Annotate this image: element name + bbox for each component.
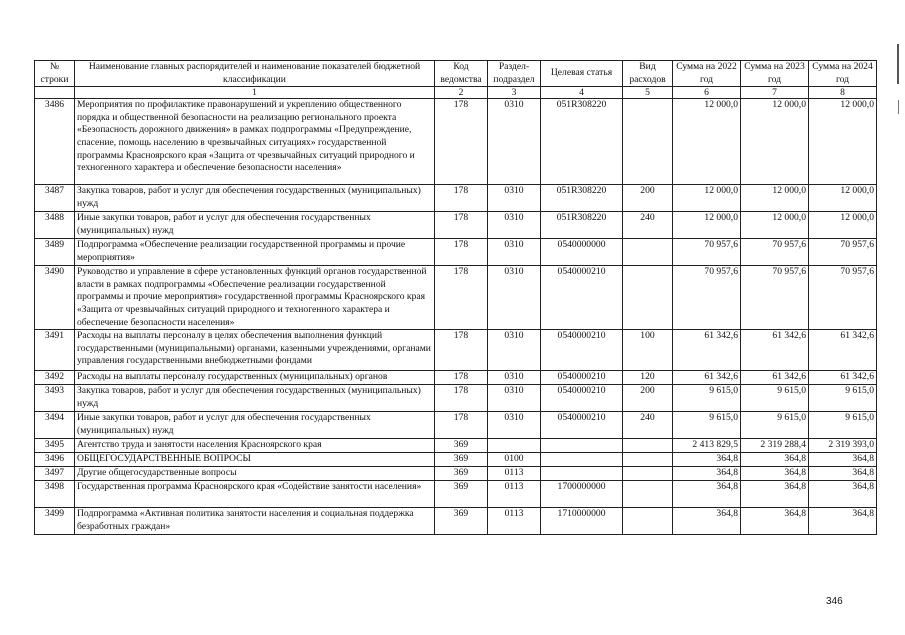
row-number: 3492 xyxy=(35,371,75,385)
section-code: 0310 xyxy=(488,185,541,212)
target-article xyxy=(541,439,623,453)
column-number: 1 xyxy=(75,87,435,99)
sum-2023: 70 957,6 xyxy=(741,266,809,330)
table-row xyxy=(35,99,877,185)
expense-type: 120 xyxy=(623,371,673,385)
expense-type xyxy=(623,99,673,185)
expense-type xyxy=(623,508,673,535)
row-name: ОБЩЕГОСУДАРСТВЕННЫЕ ВОПРОСЫ xyxy=(75,453,435,467)
target-article: 0540000210 xyxy=(541,412,623,439)
row-name: Мероприятия по профилактике правонарушений и укреплению общественного порядка и общественной безопасности на реализацию регионального проекта «Безопасность дорожного движения» в рамках подпрограммы «Предупреждение, спасение, помощь населению в чрезвычайных ситуациях» государственной программы Красноярского края «Защита от чрезвычайных ситуаций природного и техногенного характера и обеспечение безопасности населения» xyxy=(75,99,435,185)
budget-table xyxy=(34,60,877,535)
expense-type: 240 xyxy=(623,212,673,239)
section-code: 0310 xyxy=(488,99,541,185)
row-number: 3491 xyxy=(35,330,75,371)
dept-code: 178 xyxy=(435,330,488,371)
section-code: 0113 xyxy=(488,508,541,535)
row-number: 3494 xyxy=(35,412,75,439)
sum-2022: 70 957,6 xyxy=(673,266,741,330)
sum-2022: 364,8 xyxy=(673,467,741,481)
edge-mark xyxy=(897,44,899,84)
header-sum-2023: Сумма на 2023 год xyxy=(741,61,809,87)
sum-2024: 61 342,6 xyxy=(809,330,877,371)
column-number: 8 xyxy=(809,87,877,99)
sum-2024: 12 000,0 xyxy=(809,99,877,185)
section-code: 0113 xyxy=(488,481,541,508)
expense-type xyxy=(623,239,673,266)
column-number: 4 xyxy=(541,87,623,99)
row-name: Руководство и управление в сфере установленных функций органов государственной власти в рамках подпрограммы «Обеспечение реализации государственной программы и прочие мероприятия» государственной программы Красноярского края «Защита от чрезвычайных ситуаций природного и техногенного характера и обеспечение безопасности населения» xyxy=(75,266,435,330)
target-article: 0540000210 xyxy=(541,266,623,330)
sum-2024: 61 342,6 xyxy=(809,371,877,385)
row-number: 3498 xyxy=(35,481,75,508)
target-article: 1700000000 xyxy=(541,481,623,508)
dept-code: 178 xyxy=(435,239,488,266)
table-row xyxy=(35,412,877,439)
dept-code: 369 xyxy=(435,439,488,453)
dept-code: 369 xyxy=(435,508,488,535)
sum-2023: 9 615,0 xyxy=(741,385,809,412)
dept-code: 178 xyxy=(435,412,488,439)
sum-2024: 9 615,0 xyxy=(809,385,877,412)
column-number xyxy=(35,87,75,99)
expense-type xyxy=(623,439,673,453)
column-number: 3 xyxy=(488,87,541,99)
sum-2023: 9 615,0 xyxy=(741,412,809,439)
row-number: 3489 xyxy=(35,239,75,266)
row-name: Подпрограмма «Активная политика занятости населения и социальная поддержка безработных граждан» xyxy=(75,508,435,535)
target-article: 0540000000 xyxy=(541,239,623,266)
dept-code: 178 xyxy=(435,266,488,330)
table-row xyxy=(35,212,877,239)
column-number: 6 xyxy=(673,87,741,99)
sum-2024: 364,8 xyxy=(809,481,877,508)
sum-2022: 9 615,0 xyxy=(673,385,741,412)
dept-code: 178 xyxy=(435,371,488,385)
row-name: Расходы на выплаты персоналу государственных (муниципальных) органов xyxy=(75,371,435,385)
section-code: 0100 xyxy=(488,453,541,467)
expense-type: 240 xyxy=(623,412,673,439)
row-name: Подпрограмма «Обеспечение реализации государственной программы и прочие мероприятия» xyxy=(75,239,435,266)
row-number: 3490 xyxy=(35,266,75,330)
row-number: 3493 xyxy=(35,385,75,412)
header-name: Наименование главных распорядителей и наименование показателей бюджетной классификации xyxy=(75,61,435,87)
sum-2024: 12 000,0 xyxy=(809,185,877,212)
sum-2022: 12 000,0 xyxy=(673,212,741,239)
sum-2023: 12 000,0 xyxy=(741,185,809,212)
sum-2022: 70 957,6 xyxy=(673,239,741,266)
row-name: Государственная программа Красноярского края «Содействие занятости населения» xyxy=(75,481,435,508)
dept-code: 178 xyxy=(435,212,488,239)
expense-type xyxy=(623,453,673,467)
target-article xyxy=(541,467,623,481)
dept-code: 369 xyxy=(435,467,488,481)
column-number: 7 xyxy=(741,87,809,99)
expense-type: 200 xyxy=(623,385,673,412)
row-name: Расходы на выплаты персоналу в целях обеспечения выполнения функций государственными (муниципальными) органами, казенными учреждениями, органами управления государственными внебюджетными фондами xyxy=(75,330,435,371)
section-code: 0310 xyxy=(488,385,541,412)
dept-code: 369 xyxy=(435,453,488,467)
column-number-row xyxy=(35,87,877,99)
expense-type: 100 xyxy=(623,330,673,371)
header-expense-type: Вид расходов xyxy=(623,61,673,87)
sum-2024: 364,8 xyxy=(809,508,877,535)
page-number: 346 xyxy=(826,596,843,607)
sum-2022: 61 342,6 xyxy=(673,371,741,385)
row-number: 3487 xyxy=(35,185,75,212)
target-article: 0540000210 xyxy=(541,385,623,412)
target-article xyxy=(541,453,623,467)
table-row xyxy=(35,467,877,481)
column-number: 5 xyxy=(623,87,673,99)
sum-2023: 70 957,6 xyxy=(741,239,809,266)
sum-2023: 364,8 xyxy=(741,453,809,467)
sum-2024: 12 000,0 xyxy=(809,212,877,239)
section-code: 0310 xyxy=(488,212,541,239)
sum-2023: 364,8 xyxy=(741,481,809,508)
target-article: 051R308220 xyxy=(541,212,623,239)
sum-2022: 364,8 xyxy=(673,508,741,535)
sum-2022: 2 413 829,5 xyxy=(673,439,741,453)
row-number: 3499 xyxy=(35,508,75,535)
section-code: 0310 xyxy=(488,266,541,330)
header-sum-2022: Сумма на 2022 год xyxy=(673,61,741,87)
expense-type xyxy=(623,467,673,481)
section-code: 0310 xyxy=(488,412,541,439)
section-code: 0310 xyxy=(488,330,541,371)
row-name: Иные закупки товаров, работ и услуг для обеспечения государственных (муниципальных) нужд xyxy=(75,412,435,439)
header-row-number: № строки xyxy=(35,61,75,87)
sum-2022: 12 000,0 xyxy=(673,185,741,212)
table-row xyxy=(35,481,877,508)
header-sum-2024: Сумма на 2024 год xyxy=(809,61,877,87)
row-number: 3497 xyxy=(35,467,75,481)
sum-2024: 70 957,6 xyxy=(809,266,877,330)
sum-2024: 364,8 xyxy=(809,467,877,481)
header-section: Раздел-подраздел xyxy=(488,61,541,87)
section-code: 0310 xyxy=(488,239,541,266)
row-number: 3496 xyxy=(35,453,75,467)
dept-code: 178 xyxy=(435,185,488,212)
dept-code: 369 xyxy=(435,481,488,508)
sum-2024: 9 615,0 xyxy=(809,412,877,439)
sum-2022: 12 000,0 xyxy=(673,99,741,185)
dept-code: 178 xyxy=(435,385,488,412)
table-row xyxy=(35,239,877,266)
sum-2023: 12 000,0 xyxy=(741,99,809,185)
target-article: 0540000210 xyxy=(541,371,623,385)
row-number: 3486 xyxy=(35,99,75,185)
sum-2022: 9 615,0 xyxy=(673,412,741,439)
sum-2023: 2 319 288,4 xyxy=(741,439,809,453)
table-row xyxy=(35,330,877,371)
row-name: Закупка товаров, работ и услуг для обеспечения государственных (муниципальных) нужд xyxy=(75,385,435,412)
row-number: 3488 xyxy=(35,212,75,239)
header-target: Целевая статья xyxy=(541,61,623,87)
section-code: 0310 xyxy=(488,371,541,385)
dept-code: 178 xyxy=(435,99,488,185)
header-dept-code: Код ведомства xyxy=(435,61,488,87)
table-row xyxy=(35,385,877,412)
target-article: 051R308220 xyxy=(541,99,623,185)
table-row xyxy=(35,453,877,467)
sum-2024: 2 319 393,0 xyxy=(809,439,877,453)
sum-2022: 61 342,6 xyxy=(673,330,741,371)
expense-type xyxy=(623,266,673,330)
sum-2024: 70 957,6 xyxy=(809,239,877,266)
sum-2023: 12 000,0 xyxy=(741,212,809,239)
table-row xyxy=(35,439,877,453)
row-name: Иные закупки товаров, работ и услуг для обеспечения государственных (муниципальных) нужд xyxy=(75,212,435,239)
sum-2023: 61 342,6 xyxy=(741,330,809,371)
edge-mark-small xyxy=(898,100,899,114)
sum-2022: 364,8 xyxy=(673,481,741,508)
target-article: 0540000210 xyxy=(541,330,623,371)
row-number: 3495 xyxy=(35,439,75,453)
table-row xyxy=(35,266,877,330)
row-name: Другие общегосударственные вопросы xyxy=(75,467,435,481)
expense-type xyxy=(623,481,673,508)
target-article: 1710000000 xyxy=(541,508,623,535)
column-number: 2 xyxy=(435,87,488,99)
table-row xyxy=(35,508,877,535)
table-row xyxy=(35,185,877,212)
section-code xyxy=(488,439,541,453)
sum-2023: 364,8 xyxy=(741,467,809,481)
table-row xyxy=(35,371,877,385)
table-header-row xyxy=(35,61,877,87)
sum-2023: 364,8 xyxy=(741,508,809,535)
expense-type: 200 xyxy=(623,185,673,212)
row-name: Агентство труда и занятости населения Красноярского края xyxy=(75,439,435,453)
target-article: 051R308220 xyxy=(541,185,623,212)
section-code: 0113 xyxy=(488,467,541,481)
sum-2022: 364,8 xyxy=(673,453,741,467)
sum-2024: 364,8 xyxy=(809,453,877,467)
sum-2023: 61 342,6 xyxy=(741,371,809,385)
row-name: Закупка товаров, работ и услуг для обеспечения государственных (муниципальных) нужд xyxy=(75,185,435,212)
